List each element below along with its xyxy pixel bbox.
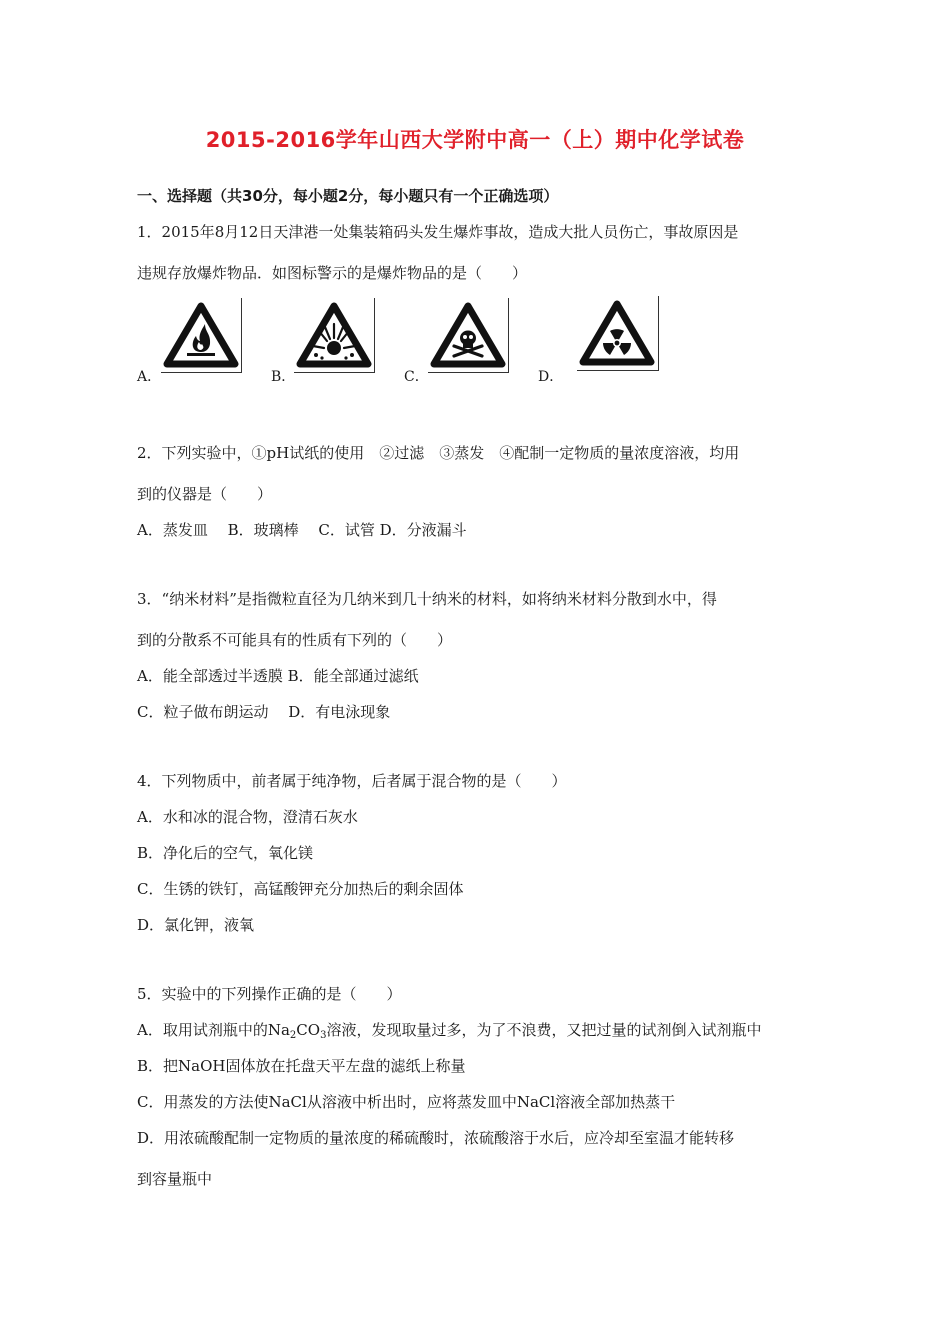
q3-options-cd: C．粒子做布朗运动 D．有电泳现象 <box>137 703 391 721</box>
explosive-sign-icon[interactable] <box>294 298 375 373</box>
q1-option-c-label: C． <box>404 369 429 385</box>
q4-stem: 4．下列物质中，前者属于纯净物，后者属于混合物的是（ ） <box>137 772 567 790</box>
q4-option-c: C．生锈的铁钉，高锰酸钾充分加热后的剩余固体 <box>137 880 464 898</box>
page-title: 2015-2016学年山西大学附中高一（上）期中化学试卷 <box>205 128 745 152</box>
toxic-sign-icon[interactable] <box>428 298 509 373</box>
radioactive-sign-icon[interactable] <box>577 296 659 371</box>
q2-options: A．蒸发皿 B．玻璃棒 C．试管 D．分液漏斗 <box>137 521 467 539</box>
q5-option-b: B．把NaOH固体放在托盘天平左盘的滤纸上称量 <box>137 1057 466 1075</box>
q4-option-b: B．净化后的空气，氧化镁 <box>137 844 314 862</box>
q4-option-a: A．水和冰的混合物，澄清石灰水 <box>137 808 358 826</box>
q5-option-d-line2: 到容量瓶中 <box>137 1170 213 1188</box>
q1-stem-line1: 1．2015年8月12日天津港一处集装箱码头发生爆炸事故，造成大批人员伤亡，事故原因是 <box>137 223 739 241</box>
q3-options-ab: A．能全部透过半透膜 B．能全部通过滤纸 <box>137 667 419 685</box>
q5-option-d-line1: D．用浓硫酸配制一定物质的量浓度的稀硫酸时，浓硫酸溶于水后，应冷却至室温才能转移 <box>137 1129 735 1147</box>
q5-stem: 5．实验中的下列操作正确的是（ ） <box>137 985 402 1003</box>
q3-stem-line2: 到的分散系不可能具有的性质有下列的（ ） <box>137 631 453 649</box>
q2-stem-line1: 2．下列实验中，①pH试纸的使用 ②过滤 ③蒸发 ④配制一定物质的量浓度溶液，均用 <box>137 444 740 462</box>
section-heading: 一、选择题（共30分，每小题2分，每小题只有一个正确选项） <box>137 187 559 205</box>
q4-option-d: D．氯化钾，液氧 <box>137 916 255 934</box>
q1-option-b-label: B． <box>271 369 296 385</box>
q1-option-a-label: A． <box>137 369 162 385</box>
q1-stem-line2: 违规存放爆炸物品．如图标警示的是爆炸物品的是（ ） <box>137 264 528 282</box>
q5-option-c: C．用蒸发的方法使NaCl从溶液中析出时，应将蒸发皿中NaCl溶液全部加热蒸干 <box>137 1093 676 1111</box>
q1-option-d-label: D． <box>538 369 564 385</box>
q2-stem-line2: 到的仪器是（ ） <box>137 485 273 503</box>
flammable-sign-icon[interactable] <box>161 298 242 373</box>
q3-stem-line1: 3．“纳米材料”是指微粒直径为几纳米到几十纳米的材料，如将纳米材料分散到水中，得 <box>137 590 717 608</box>
q5-option-a: A．取用试剂瓶中的$Na_2CO_3$溶液，发现取量过多，为了不浪费，又把过量的试剂倒入试剂瓶中 <box>137 1021 762 1041</box>
